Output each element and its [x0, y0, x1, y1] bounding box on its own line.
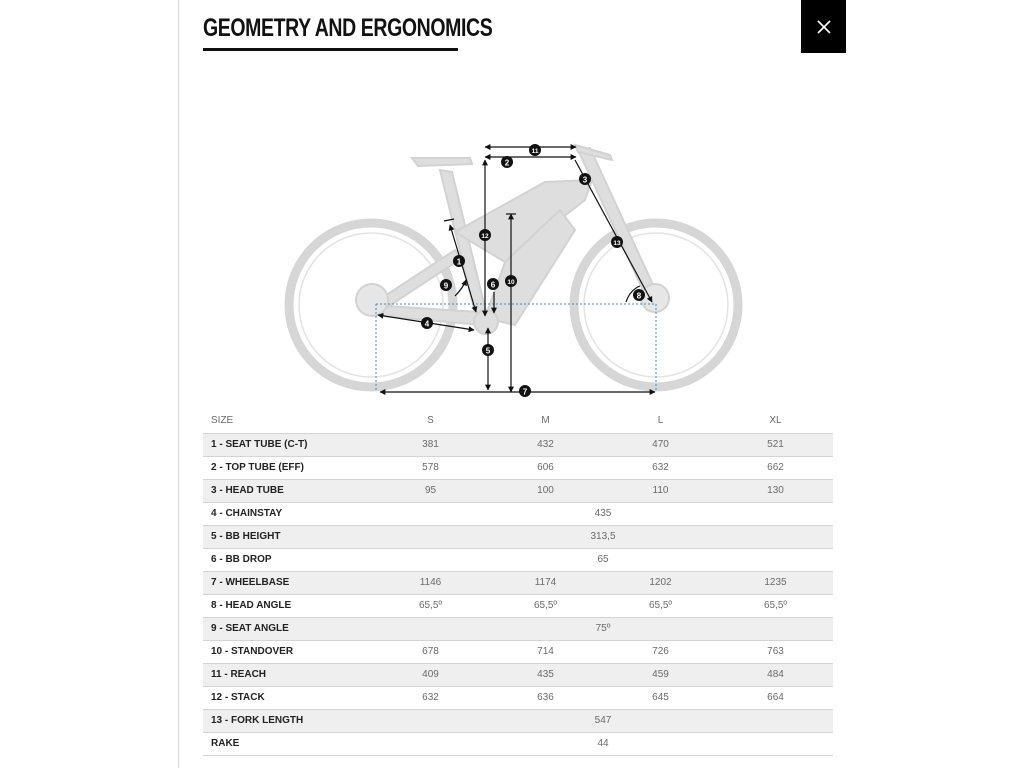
row-label: 12 - STACK	[203, 686, 373, 709]
marker-2	[501, 156, 513, 168]
row-label: 11 - REACH	[203, 663, 373, 686]
cell-s: 95	[373, 479, 488, 502]
row-label: 5 - BB HEIGHT	[203, 525, 373, 548]
row-label: 13 - FORK LENGTH	[203, 709, 373, 732]
cell-s: 409	[373, 663, 488, 686]
cell-xl: 130	[718, 479, 833, 502]
table-row	[203, 456, 833, 479]
cell-all-sizes: 44	[373, 732, 833, 755]
cell-m: 714	[488, 640, 603, 663]
svg-text:5: 5	[485, 346, 491, 356]
cell-l: 110	[603, 479, 718, 502]
marker-3	[579, 173, 591, 185]
row-label: 10 - STANDOVER	[203, 640, 373, 663]
table-row	[203, 502, 833, 525]
row-label: RAKE	[203, 732, 373, 755]
svg-text:3: 3	[582, 175, 588, 185]
table-row	[203, 525, 833, 548]
table-row	[203, 640, 833, 663]
close-icon	[817, 20, 831, 34]
cell-s: 1146	[373, 571, 488, 594]
table-row	[203, 594, 833, 617]
page-title: GEOMETRY AND ERGONOMICS	[203, 14, 493, 42]
cell-l: 632	[603, 456, 718, 479]
svg-text:1: 1	[456, 257, 462, 267]
marker-4	[421, 317, 433, 329]
cell-m: 432	[488, 433, 603, 456]
cell-all-sizes: 65	[373, 548, 833, 571]
cell-m: 435	[488, 663, 603, 686]
cell-xl: 484	[718, 663, 833, 686]
cell-m: 636	[488, 686, 603, 709]
geometry-table	[203, 408, 833, 756]
cell-m: 65,5º	[488, 594, 603, 617]
column-header-s: S	[427, 414, 434, 426]
marker-8	[633, 289, 645, 301]
table-header-row	[203, 408, 833, 433]
cell-l: 645	[603, 686, 718, 709]
cell-s: 381	[373, 433, 488, 456]
table-row	[203, 617, 833, 640]
cell-s: 578	[373, 456, 488, 479]
column-header-m: M	[541, 414, 550, 426]
table-row	[203, 709, 833, 732]
cell-all-sizes: 313,5	[373, 525, 833, 548]
cell-s: 678	[373, 640, 488, 663]
svg-text:6: 6	[490, 280, 496, 290]
column-header-l: L	[657, 414, 664, 426]
cell-all-sizes: 435	[373, 502, 833, 525]
cell-all-sizes: 75º	[373, 617, 833, 640]
cell-xl: 664	[718, 686, 833, 709]
marker-1	[453, 255, 465, 267]
svg-text:2: 2	[504, 158, 510, 168]
svg-text:4: 4	[424, 319, 430, 329]
svg-text:7: 7	[522, 387, 528, 397]
cell-m: 100	[488, 479, 603, 502]
table-row	[203, 571, 833, 594]
marker-13	[611, 236, 623, 248]
cell-l: 1202	[603, 571, 718, 594]
svg-text:13: 13	[613, 240, 621, 247]
marker-9	[440, 279, 452, 291]
row-label: 8 - HEAD ANGLE	[203, 594, 373, 617]
cell-l: 726	[603, 640, 718, 663]
marker-7	[519, 385, 531, 397]
table-row	[203, 732, 833, 755]
cell-all-sizes: 547	[373, 709, 833, 732]
marker-10	[505, 275, 517, 287]
cell-xl: 521	[718, 433, 833, 456]
cell-l: 470	[603, 433, 718, 456]
marker-6	[487, 278, 499, 290]
cell-m: 606	[488, 456, 603, 479]
table-row	[203, 433, 833, 456]
svg-text:12: 12	[481, 233, 489, 240]
page-left-divider	[178, 0, 179, 768]
row-label: 2 - TOP TUBE (EFF)	[203, 456, 373, 479]
cell-xl: 763	[718, 640, 833, 663]
svg-text:9: 9	[443, 281, 449, 291]
row-label: 7 - WHEELBASE	[203, 571, 373, 594]
cell-xl: 662	[718, 456, 833, 479]
close-button[interactable]	[801, 0, 846, 53]
row-label: 9 - SEAT ANGLE	[203, 617, 373, 640]
table-row	[203, 479, 833, 502]
svg-text:8: 8	[636, 291, 642, 301]
cell-xl: 65,5º	[718, 594, 833, 617]
table-row	[203, 663, 833, 686]
bike-geometry-diagram	[280, 120, 760, 405]
column-header-xl: XL	[769, 414, 782, 426]
cell-s: 65,5º	[373, 594, 488, 617]
cell-s: 632	[373, 686, 488, 709]
marker-11	[529, 144, 541, 156]
cell-l: 459	[603, 663, 718, 686]
marker-12	[479, 229, 491, 241]
table-row	[203, 686, 833, 709]
row-label: 1 - SEAT TUBE (C-T)	[203, 433, 373, 456]
svg-text:11: 11	[531, 148, 539, 155]
row-label: 6 - BB DROP	[203, 548, 373, 571]
title-underline	[203, 48, 458, 51]
row-label: 3 - HEAD TUBE	[203, 479, 373, 502]
marker-5	[482, 344, 494, 356]
table-row	[203, 548, 833, 571]
cell-xl: 1235	[718, 571, 833, 594]
svg-text:10: 10	[507, 279, 515, 286]
row-label: 4 - CHAINSTAY	[203, 502, 373, 525]
cell-l: 65,5º	[603, 594, 718, 617]
column-header-size: SIZE	[211, 414, 234, 426]
cell-m: 1174	[488, 571, 603, 594]
